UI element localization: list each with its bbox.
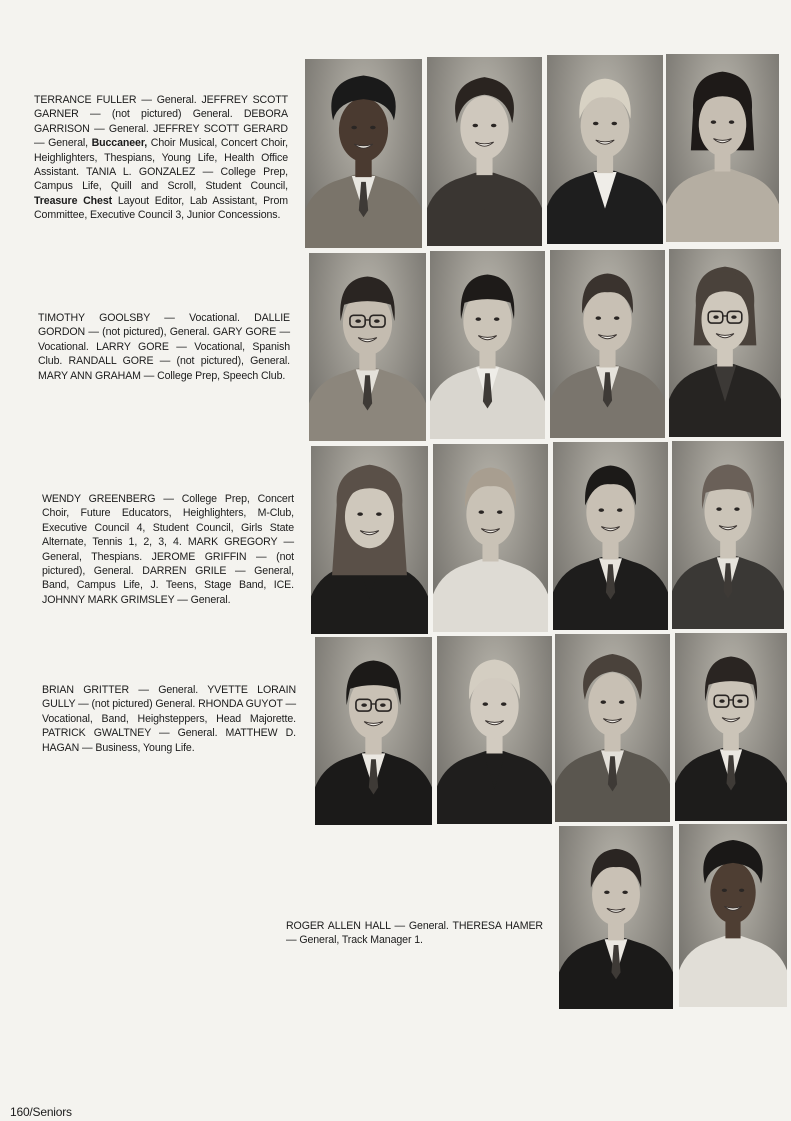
student-portrait bbox=[547, 55, 663, 244]
portrait-figure bbox=[430, 251, 545, 439]
student-portrait bbox=[672, 441, 784, 629]
portrait-figure bbox=[672, 441, 784, 629]
portrait-figure bbox=[437, 636, 552, 824]
portrait-figure bbox=[311, 446, 428, 634]
portrait-figure bbox=[305, 59, 422, 248]
portrait-figure bbox=[550, 250, 665, 438]
caption-row-5 bbox=[286, 919, 543, 948]
portrait-figure bbox=[669, 249, 781, 437]
student-portrait bbox=[427, 57, 542, 246]
caption-publication-name: Treasure Chest bbox=[34, 194, 113, 207]
student-portrait bbox=[675, 633, 787, 821]
student-portrait bbox=[559, 826, 673, 1009]
caption-text: ROGER ALLEN HALL — General. THERESA HAMER — General, Track Manager 1. bbox=[286, 920, 543, 947]
student-portrait bbox=[305, 59, 422, 248]
caption-text: WENDY GREENBERG — College Prep, Concert Choir, Future Educators, Heighlighters, M-Club, Executive Council 4, Student Council, Girls State Alternate, Tennis 1, 2, 3, 4. MARK GREGORY — General, Thespians. JEROME GRIFFIN — (not pictured), General. DARREN GRILE — General, Band, Campus Life, J. Teens, Stage Band, ICE. JOHNNY MARK GRIMSLEY — General. bbox=[42, 493, 294, 606]
caption-text: Choir Musical, Concert Choir, Heighlighters, Thespians, Young Life, Health Office Assistant. TANIA L. GONZALEZ — College Prep, Campus Life, Quill and Scroll, Student Council, bbox=[34, 137, 288, 193]
caption-text: TIMOTHY GOOLSBY — Vocational. DALLIE GORDON — (not pictured), General. GARY GORE — Vocational. LARRY GORE — Vocational, Spanish Club. RANDALL GORE — (not pictured), General. MARY ANN GRAHAM — College Prep, Speech Club. bbox=[38, 312, 290, 382]
student-portrait bbox=[553, 442, 668, 630]
portrait-figure bbox=[427, 57, 542, 246]
caption-row-4 bbox=[42, 683, 296, 755]
student-portrait bbox=[555, 634, 670, 822]
student-portrait bbox=[666, 54, 779, 242]
student-portrait bbox=[433, 444, 548, 632]
student-portrait bbox=[437, 636, 552, 824]
portrait-figure bbox=[547, 55, 663, 244]
portrait-figure bbox=[679, 824, 787, 1007]
student-portrait bbox=[311, 446, 428, 634]
portrait-figure bbox=[555, 634, 670, 822]
caption-row-2 bbox=[38, 311, 290, 383]
caption-text: Layout Editor, Lab Assistant, Prom Committee, Executive Council 3, Junior Concessions. bbox=[34, 194, 288, 222]
portrait-figure bbox=[433, 444, 548, 632]
portrait-figure bbox=[309, 253, 426, 441]
portrait-figure bbox=[559, 826, 673, 1009]
portrait-figure bbox=[315, 637, 432, 825]
caption-row-1 bbox=[34, 93, 288, 223]
student-portrait bbox=[315, 637, 432, 825]
portrait-figure bbox=[675, 633, 787, 821]
portrait-figure bbox=[666, 54, 779, 242]
student-portrait bbox=[669, 249, 781, 437]
caption-text: BRIAN GRITTER — General. YVETTE LORAIN GULLY — (not pictured) General. RHONDA GUYOT — Vocational, Band, Heighsteppers, Head Majorette. PATRICK GWALTNEY — General. MATTHEW D. HAGAN — Business, Young Life. bbox=[42, 684, 296, 754]
caption-text: TERRANCE FULLER — General. JEFFREY SCOTT GARNER — (not pictured) General. DEBORA GARRISON — General. JEFFREY SCOTT GERARD — General, bbox=[34, 94, 288, 150]
student-portrait bbox=[309, 253, 426, 441]
caption-row-3 bbox=[42, 492, 294, 607]
student-portrait bbox=[430, 251, 545, 439]
student-portrait bbox=[550, 250, 665, 438]
page-folio: 160/Seniors bbox=[10, 1105, 72, 1119]
student-portrait bbox=[679, 824, 787, 1007]
caption-publication-name: Buccaneer, bbox=[91, 137, 148, 150]
portrait-figure bbox=[553, 442, 668, 630]
